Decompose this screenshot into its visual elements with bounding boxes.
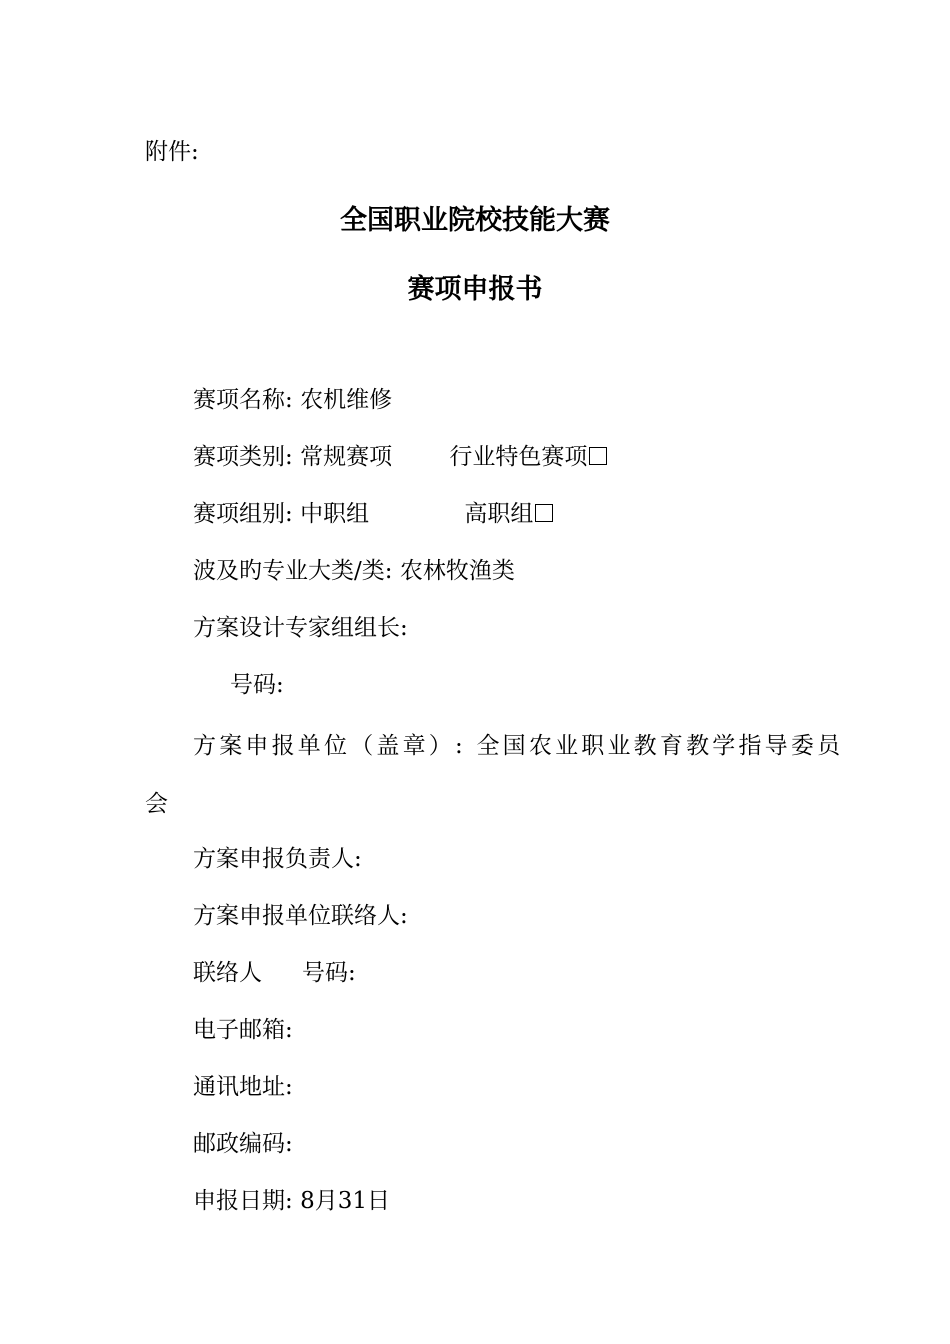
contact-label: 联络人 [193, 960, 262, 986]
phone-label: 号码: [230, 672, 284, 698]
event-category-row [193, 441, 607, 473]
email-label: 电子邮箱: [193, 1017, 293, 1043]
major-category-label: 波及旳专业大类/类: [193, 558, 393, 584]
event-category-option-regular: 常规赛项 [300, 444, 393, 470]
date-value: 8月31日 [300, 1188, 390, 1214]
major-category-value: 农林牧渔类 [399, 558, 515, 584]
event-category-label: 赛项类别: [193, 444, 293, 470]
submitting-unit-label: 方案申报单位（盖章）: [193, 733, 466, 759]
document-title: 全国职业院校技能大赛 [340, 205, 610, 236]
submitting-unit-value-continued: 会 [145, 791, 168, 817]
address-row [193, 1071, 293, 1103]
submitting-unit-row-continued [145, 788, 168, 820]
address-label: 通讯地址: [193, 1074, 293, 1100]
event-category-option-industry: 行业特色赛项 [449, 444, 588, 470]
event-name-label: 赛项名称: [193, 387, 293, 413]
event-name-value: 农机维修 [300, 387, 393, 413]
postcode-row [193, 1128, 293, 1160]
submission-head-row [193, 843, 362, 875]
unit-contact-label: 方案申报单位联络人: [193, 903, 408, 929]
contact-phone-row [193, 957, 356, 989]
submission-head-label: 方案申报负责人: [193, 846, 362, 872]
expert-leader-row [193, 612, 408, 644]
major-category-row [193, 555, 515, 587]
date-label: 申报日期: [193, 1188, 293, 1214]
event-group-option-higher: 高职组 [464, 501, 534, 527]
event-name-row [193, 384, 392, 416]
event-group-option-secondary: 中职组 [300, 501, 370, 527]
submitting-unit-value: 全国农业职业教育教学指导委员 [476, 733, 844, 759]
contact-phone-label: 号码: [302, 960, 356, 986]
unit-contact-row [193, 900, 408, 932]
document-subtitle: 赛项申报书 [407, 274, 543, 305]
event-group-label: 赛项组别: [193, 501, 293, 527]
attachment-label: 附件: [145, 139, 199, 165]
expert-leader-label: 方案设计专家组组长: [193, 615, 408, 641]
event-group-row [193, 498, 553, 530]
email-row [193, 1014, 293, 1046]
phone-row [230, 669, 284, 701]
date-row [193, 1185, 390, 1217]
higher-group-checkbox[interactable] [535, 504, 553, 522]
postcode-label: 邮政编码: [193, 1131, 293, 1157]
submitting-unit-row [193, 730, 843, 762]
industry-checkbox[interactable] [589, 447, 607, 465]
